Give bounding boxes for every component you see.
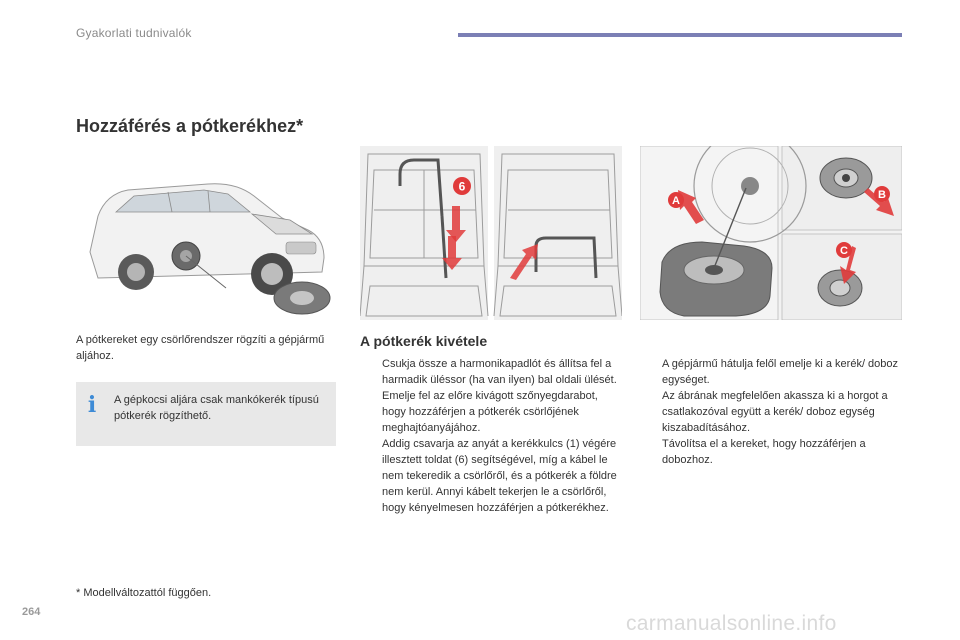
list-item [640,356,902,388]
step-text: Emelje fel az előre kivágott szőnyegdarabot, hogy hozzáférjen a pótkerék csörlőjének meghajtóanyájához. [382,390,598,434]
callout-b: B [878,189,886,201]
step-text: Távolítsa el a kereket, hogy hozzáférjen a dobozhoz. [662,438,866,466]
car-illustration [76,160,336,320]
info-box [76,382,336,446]
step-text: Az ábrának megfelelően akassza ki a horgot a csatlakozóval együtt a kerék/ doboz egység kiszabadításához. [662,390,888,434]
step-text: Addig csavarja az anyát a kerékkulcs (1) végére illesztett toldat (6) segítségével, míg a kábel le nem tekeredik a csörlőről, és a pótkerék a földre nem kerül. Annyi kábelt tekerjen le a csörlőről, hogy kényelmesen hozzáférjen a pótkerékhez. [382,438,617,514]
removal-steps-right [640,356,902,468]
list-item [640,436,902,468]
wheel-winch-illustration [640,146,902,320]
list-item [360,356,622,388]
section-title: Hozzáférés a pótkerékhez* [76,116,304,136]
list-item [360,388,622,436]
removal-steps-left [360,356,622,516]
list-item [640,388,902,436]
footnote: * Modellváltozattól függően. [76,587,212,599]
removal-title: A pótkerék kivétele [360,333,488,349]
callout-a: A [672,195,680,207]
page-number: 264 [22,606,41,618]
intro-text: A pótkereket egy csörlőrendszer rögzíti a gépjármű aljához. [76,334,325,362]
header-title: Gyakorlati tudnivalók [76,26,192,40]
step-text: A gépjármű hátulja felől emelje ki a kerék/ doboz egységet. [662,358,899,386]
trunk-illustration [360,146,622,320]
callout-6: 6 [458,179,466,194]
step-text: Csukja össze a harmonikapadlót és állítsa fel a harmadik üléssor (ha van ilyen) bal oldali ülését. [382,358,617,386]
callout-c: C [840,245,848,257]
info-icon: i [87,392,97,418]
header-accent-bar [458,33,902,37]
info-text: A gépkocsi aljára csak mankókerék típusú pótkerék rögzíthető. [114,394,319,422]
watermark: carmanualsonline.info [626,612,837,635]
list-item [360,436,622,516]
